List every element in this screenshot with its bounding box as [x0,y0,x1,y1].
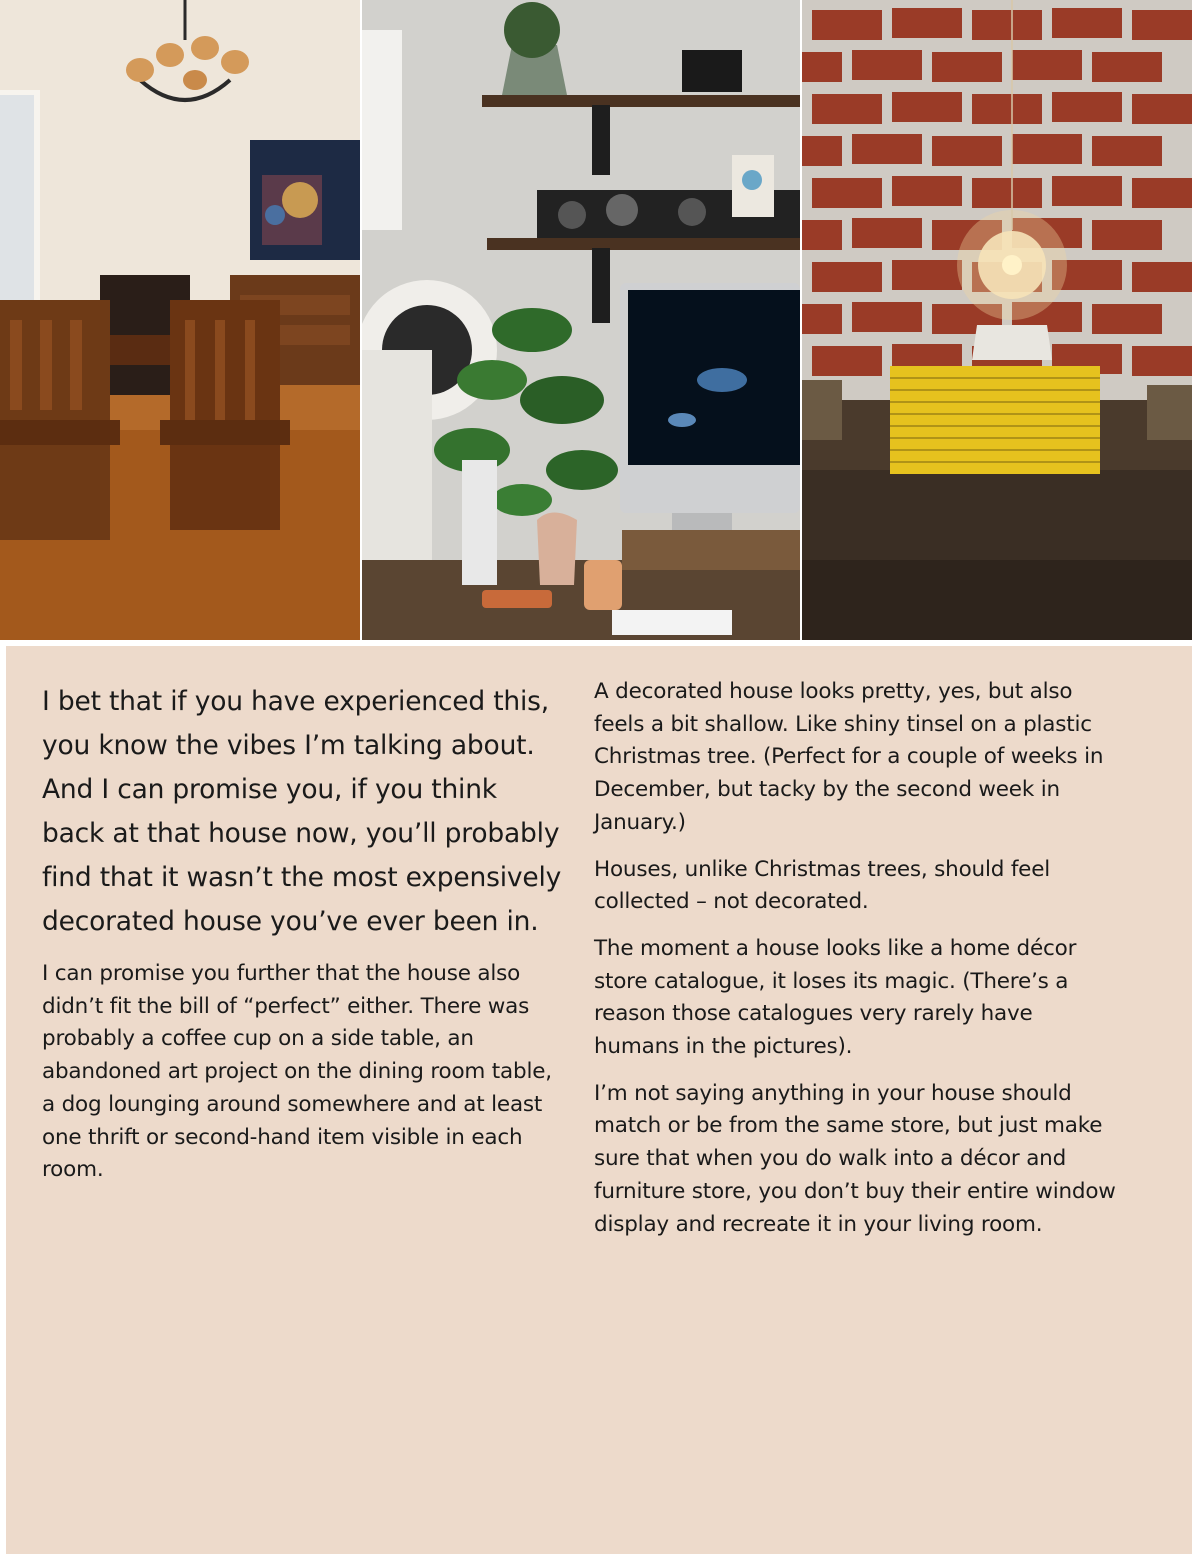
body-paragraph: The moment a house looks like a home décor store catalogue, it loses its magic. (There’s a reason those catalogues very rarely have humans in the pictures). [594,935,1077,1060]
desk-shelf-photo [362,0,800,640]
photo-strip [0,0,1192,640]
right-column [594,646,1124,1255]
article-panel [6,646,1192,1554]
lamp-brick-photo [802,0,1192,640]
dining-room-photo [0,0,360,640]
body-paragraph: I can promise you further that the house also didn’t fit the bill of “perfect” either. There was probably a coffee cup on a side table, an abandoned art project on the dining room table, a dog lounging around somewhere and at least one thrift or second-hand item visible in each room. [42,961,552,1183]
body-paragraph: A decorated house looks pretty, yes, but also feels a bit shallow. Like shiny tinsel on a plastic Christmas tree. (Perfect for a couple of weeks in December, but tacky by the second week in January.) [594,679,1104,835]
body-paragraph: Houses, unlike Christmas trees, should feel collected – not decorated. [594,856,1051,915]
lead-paragraph: I bet that if you have experienced this, you know the vibes I’m talking about. And I can promise you, if you think back at that house now, you’ll probably find that it wasn’t the most expensively decorated house you’ve ever been in. [42,686,562,937]
body-paragraph: I’m not saying anything in your house should match or be from the same store, but just make sure that when you do walk into a décor and furniture store, you don’t buy their entire window display and recreate it in your living room. [594,1080,1116,1237]
left-column [42,646,562,1187]
